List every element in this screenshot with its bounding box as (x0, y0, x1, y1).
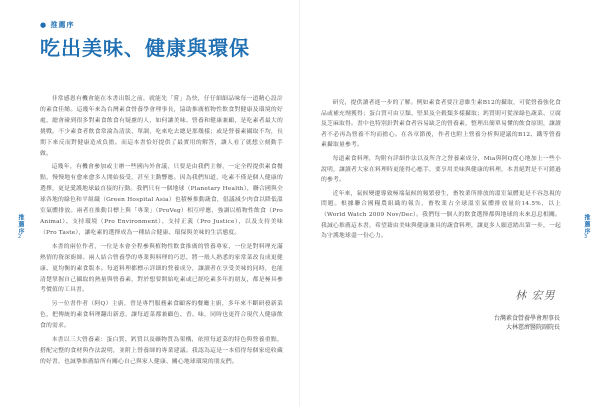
left-side-label: 推薦序 (17, 214, 24, 235)
paragraph: 研究，提供讀者進一步的了解。例如素食者要注意維生素B12的攝取，可從營養強化食品或補充劑獲得；蛋白質可由豆類、堅果及全穀類多樣攝取；鈣質則可從深綠色蔬菜、豆腐及芝麻取得。書中也特別針對素食者容易缺乏的營養素，整理出簡單易懂的飲食原則，讓讀者不必再為營養不均而擔心。在各章節後，作者也附上營養分析與建議的B12、鐵等營養素攝取量參考。 (321, 100, 561, 149)
paragraph: 每道素食料理，均附有詳細作法以及所含之營養素成分，Mia與阿Q從心地加上一些小說明，讓讀者大家在料理時更能得心應手，要享用美味與健康的料理，本書絕對是不可錯過的參考。 (321, 155, 561, 184)
paragraph: 本書以三大營養素：蛋白質、鈣質以及礦物質為架構，依照每道菜的特色與營養重點，搭配完整的食材與作法說明，並附上營養師的專業建議。我認為這是一本值得每個家庭收藏的好書，也誠摯推薦給所有關心自己與家人健康、關心地球環境的朋友們。 (40, 337, 283, 365)
paragraph: 非常感恩有機會能在本書出版之前，就能先「嘗」為快，仔仔細細品味每一道精心設計的素食佳餚。這幾年來為台灣素食營養學會理事長，協助推廣植物性飲食對健康及環境的好處，總會碰到很多對素食飲食有疑慮的人，如何讓美味、營養和健康兼顧，是吃素者最大的挑戰。不少素食者飲食常淪為清淡、單調，吃來吃去總是那幾樣；或是營養素攝取不均，長期下來反而對健康造成負擔。而這本書恰好提供了最實用的解答，讓人看了就想立刻動手做。 (40, 96, 283, 157)
signatory-title: 台灣素食營養學會理事長 (493, 315, 560, 322)
left-page-body (40, 94, 283, 371)
right-side-label: 推薦序 (583, 214, 590, 235)
tag-label: 推薦序 (50, 21, 75, 29)
section-tag (40, 20, 75, 30)
page-title: 吃出美味、健康與環保 (40, 36, 250, 60)
paragraph: 這幾年，有機會參加或主辦一些國內外會議，只要是由我們主辦，一定全程提供素食餐點，慢慢地有愈來愈多人開始接受，甚至主動響應。因為我們知道，吃素不僅是個人健康的選擇，更是愛護地球最直接的行動。我們只有一個地球（Planetary Health），聯合國與全球各地的綠色和平組織（Green Hospital Asia）也積極推動蔬食，倡議減少肉食以降低溫室氣體排放。兩者在推動目標上與「專業」（ProVeg）相互呼應，強調以植物性飲食（Pro Animal）、支持環境（Pro Environment）、支持正義（Pro Justice），以及支持美味（Pro Taste），讓吃素的選擇成為一種結合健康、環保與美味的生活態度。 (40, 164, 283, 236)
signatory-affiliation: 大林慈濟醫院副院長 (505, 324, 560, 331)
paragraph: 另一位書作者（阿Q）主廚，曾是專門服務素食顧客的餐廳主廚，多年來不斷研發新菜色，把傳統的素食料理翻出新意，讓每道菜都兼顧色、香、味，同時也更符合現代人健康飲食的需求。 (40, 301, 283, 330)
right-page-body (321, 98, 561, 245)
paragraph: 本書的兩位作者，一位是本會全程參與植物性飲食推廣的營養專家，一位是對料理充滿熱情的資深廚師。兩人結合營養學的專業與料理的巧思，將一般人熟悉的家常菜改良成更健康、更均衡的素食版本。每道料理都標示詳細的營養成分，讓讀者在享受美味的同時，也能清楚掌握自己攝取的熱量與營養素，對於想要開始吃素或已經吃素多年的朋友，都是極具參考價值的工具書。 (40, 243, 283, 294)
page-gutter (299, 0, 300, 406)
tag-bullet: ● (40, 21, 48, 29)
right-page-number: 3 (584, 234, 588, 240)
paragraph: 近年來，氣候變遷導致極端氣候的頻繁發生，畜牧業所排放的溫室氣體更是不容忽視的問題。根據聯合國糧農組織的報告，畜牧業占全球溫室氣體排放量約14.5%，以上（World Watch 2009 Nov/Dec）。我們每一個人的飲食選擇都與地球的未來息息相關。我誠心推薦這本書，希望藉由美味與健康兼具的蔬食料理，讓更多人願意踏出第一步，一起為守護地球盡一份心力。 (321, 190, 561, 240)
handwritten-signature: 林 宏男 (515, 289, 556, 302)
left-page-number: 2 (18, 234, 22, 240)
